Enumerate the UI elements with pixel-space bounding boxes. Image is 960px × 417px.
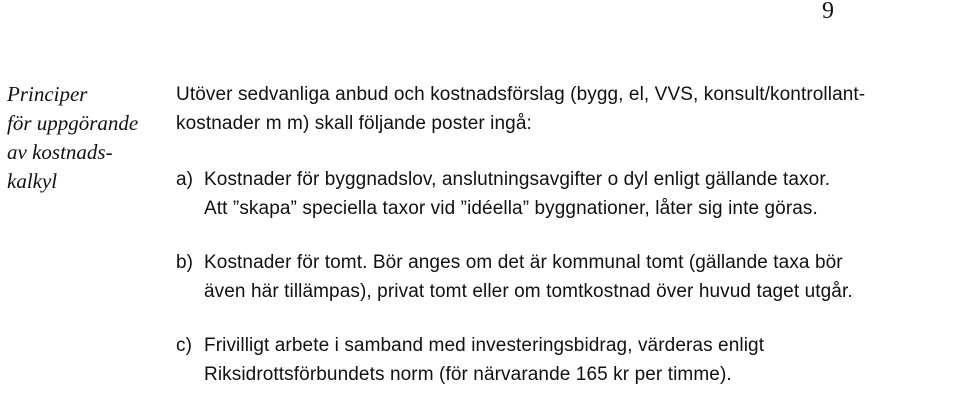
- margin-note: [7, 80, 167, 196]
- intro-line: kostnader m m) skall följande poster ingå:: [176, 113, 532, 134]
- margin-note-line: kalkyl: [7, 169, 58, 193]
- list-item-line: Riksidrottsförbundets norm (för närvarande 165 kr per timme).: [204, 364, 732, 385]
- list-item-marker: b): [176, 252, 194, 273]
- list-item-line: Frivilligt arbete i samband med investeringsbidrag, värderas enligt: [204, 335, 765, 356]
- list-item-line: Att ”skapa” speciella taxor vid ”idéella” byggnationer, låter sig inte göras.: [204, 198, 818, 219]
- list-item-a: [176, 165, 956, 223]
- list-item-line: även här tillämpas), privat tomt eller om tomtkostnad över huvud taget utgår.: [204, 281, 853, 302]
- body-text: [176, 80, 956, 414]
- intro-paragraph: [176, 80, 956, 138]
- list-item-b: [176, 248, 956, 306]
- list-item-marker: a): [176, 169, 194, 190]
- list-item-line: Kostnader för tomt. Bör anges om det är kommunal tomt (gällande taxa bör: [204, 252, 843, 273]
- list-item-c: [176, 331, 956, 389]
- page-number: 9: [822, 0, 834, 24]
- list-item-line: Kostnader för byggnadslov, anslutningsavgifter o dyl enligt gällande taxor.: [204, 169, 831, 190]
- margin-note-line: Principer: [7, 82, 88, 106]
- margin-note-line: av kostnads-: [7, 140, 113, 164]
- list-item-marker: c): [176, 335, 193, 356]
- intro-line: Utöver sedvanliga anbud och kostnadsförslag (bygg, el, VVS, konsult/kontrollant-: [176, 84, 866, 105]
- margin-note-line: för uppgörande: [7, 111, 139, 135]
